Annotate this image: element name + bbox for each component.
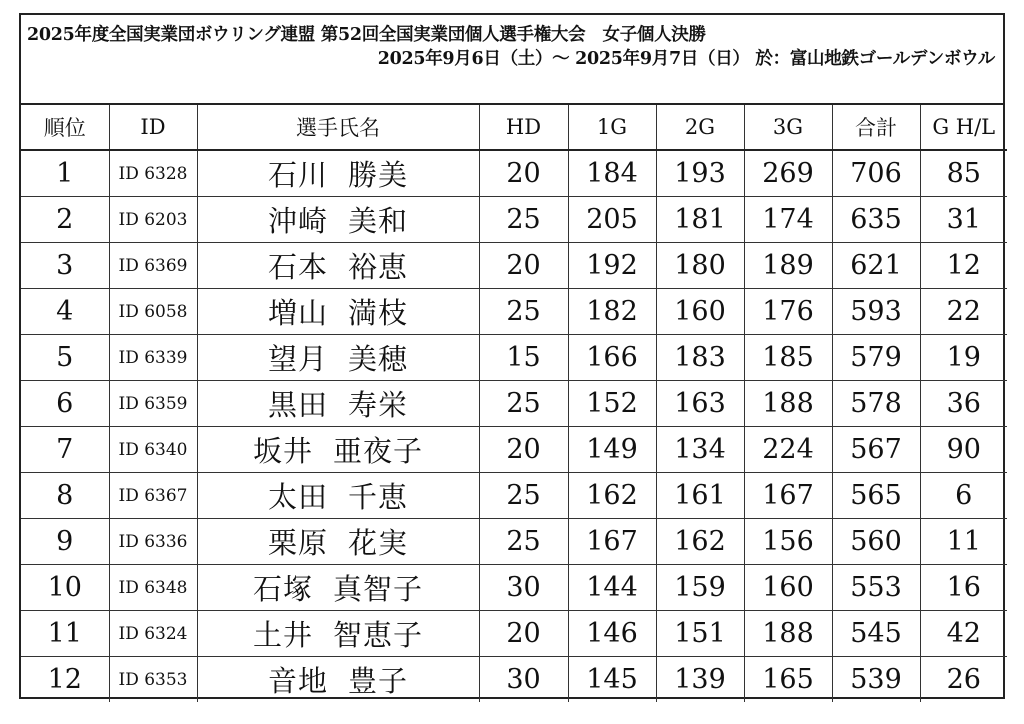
player-name-cell: [197, 519, 479, 565]
rank-cell: 12: [21, 657, 109, 703]
game-high-low-cell: 22: [920, 289, 1007, 335]
rank-cell: 11: [21, 611, 109, 657]
player-id-cell: ID 6359: [109, 381, 197, 427]
game3-cell: 167: [744, 473, 832, 519]
table-row: [21, 150, 1007, 197]
rank-cell: 10: [21, 565, 109, 611]
total-cell: 706: [832, 150, 920, 197]
family-name: 増山: [267, 296, 328, 330]
given-name: 美和: [348, 204, 409, 238]
player-name-cell: [197, 657, 479, 703]
given-name: 寿栄: [348, 388, 409, 422]
game3-cell: 185: [744, 335, 832, 381]
game1-cell: 167: [568, 519, 656, 565]
player-name-cell: [197, 335, 479, 381]
total-cell: 635: [832, 197, 920, 243]
given-name: 裕恵: [348, 250, 409, 284]
game3-cell: 269: [744, 150, 832, 197]
given-name: 花実: [348, 526, 409, 560]
table-row: [21, 381, 1007, 427]
game1-cell: 144: [568, 565, 656, 611]
game-high-low-cell: 85: [920, 150, 1007, 197]
game2-cell: 160: [656, 289, 744, 335]
family-name: 坂井: [252, 434, 313, 468]
player-id-cell: ID 6367: [109, 473, 197, 519]
handicap-cell: 30: [479, 565, 568, 611]
column-header-name: 選手氏名: [197, 105, 479, 150]
player-name-cell: [197, 197, 479, 243]
game3-cell: 174: [744, 197, 832, 243]
table-row: [21, 243, 1007, 289]
player-name-cell: [197, 381, 479, 427]
game1-cell: 205: [568, 197, 656, 243]
handicap-cell: 20: [479, 427, 568, 473]
game1-cell: 192: [568, 243, 656, 289]
player-name-cell: [197, 243, 479, 289]
game-high-low-cell: 12: [920, 243, 1007, 289]
total-cell: 579: [832, 335, 920, 381]
column-header-rank: 順位: [21, 105, 109, 150]
game2-cell: 181: [656, 197, 744, 243]
player-id-cell: ID 6058: [109, 289, 197, 335]
game2-cell: 151: [656, 611, 744, 657]
game3-cell: 189: [744, 243, 832, 289]
table-row: [21, 289, 1007, 335]
game2-cell: 163: [656, 381, 744, 427]
player-id-cell: ID 6324: [109, 611, 197, 657]
column-header-hd: HD: [479, 105, 568, 150]
family-name: 太田: [267, 480, 328, 514]
player-id-cell: ID 6353: [109, 657, 197, 703]
family-name: 石塚: [252, 572, 313, 606]
given-name: 千恵: [348, 480, 409, 514]
player-name-cell: [197, 427, 479, 473]
player-id-cell: ID 6328: [109, 150, 197, 197]
rank-cell: 3: [21, 243, 109, 289]
rank-cell: 2: [21, 197, 109, 243]
handicap-cell: 25: [479, 519, 568, 565]
rank-cell: 7: [21, 427, 109, 473]
total-cell: 567: [832, 427, 920, 473]
handicap-cell: 20: [479, 611, 568, 657]
handicap-cell: 25: [479, 473, 568, 519]
game1-cell: 162: [568, 473, 656, 519]
game2-cell: 183: [656, 335, 744, 381]
family-name: 石本: [267, 250, 328, 284]
handicap-cell: 25: [479, 197, 568, 243]
player-name-cell: [197, 565, 479, 611]
game2-cell: 180: [656, 243, 744, 289]
player-id-cell: ID 6369: [109, 243, 197, 289]
handicap-cell: 20: [479, 243, 568, 289]
game2-cell: 161: [656, 473, 744, 519]
given-name: 勝美: [348, 158, 409, 192]
total-cell: 539: [832, 657, 920, 703]
table-row: [21, 565, 1007, 611]
player-name-cell: [197, 289, 479, 335]
game3-cell: 188: [744, 381, 832, 427]
game1-cell: 184: [568, 150, 656, 197]
rank-cell: 5: [21, 335, 109, 381]
event-date-venue: 2025年9月6日（土）～ 2025年9月7日（日） 於：富山地鉄ゴールデンボウル: [377, 49, 995, 69]
player-id-cell: ID 6203: [109, 197, 197, 243]
family-name: 土井: [252, 618, 313, 652]
table-row: [21, 611, 1007, 657]
table-row: [21, 427, 1007, 473]
total-cell: 621: [832, 243, 920, 289]
player-id-cell: ID 6336: [109, 519, 197, 565]
family-name: 黒田: [267, 388, 328, 422]
total-cell: 545: [832, 611, 920, 657]
game-high-low-cell: 11: [920, 519, 1007, 565]
game1-cell: 145: [568, 657, 656, 703]
game3-cell: 156: [744, 519, 832, 565]
game-high-low-cell: 36: [920, 381, 1007, 427]
handicap-cell: 30: [479, 657, 568, 703]
game2-cell: 159: [656, 565, 744, 611]
game1-cell: 152: [568, 381, 656, 427]
table-row: [21, 197, 1007, 243]
game3-cell: 160: [744, 565, 832, 611]
given-name: 豊子: [348, 664, 409, 698]
results-table: [21, 105, 1007, 702]
player-id-cell: ID 6348: [109, 565, 197, 611]
game2-cell: 162: [656, 519, 744, 565]
player-id-cell: ID 6339: [109, 335, 197, 381]
given-name: 満枝: [348, 296, 409, 330]
table-row: [21, 519, 1007, 565]
column-header-id: ID: [109, 105, 197, 150]
game1-cell: 182: [568, 289, 656, 335]
family-name: 望月: [267, 342, 328, 376]
column-header-ghl: G H/L: [920, 105, 1007, 150]
rank-cell: 6: [21, 381, 109, 427]
rank-cell: 8: [21, 473, 109, 519]
family-name: 音地: [267, 664, 328, 698]
game2-cell: 193: [656, 150, 744, 197]
given-name: 亜夜子: [333, 434, 424, 468]
game-high-low-cell: 16: [920, 565, 1007, 611]
game1-cell: 149: [568, 427, 656, 473]
column-header-2g: 2G: [656, 105, 744, 150]
game1-cell: 166: [568, 335, 656, 381]
given-name: 智恵子: [333, 618, 424, 652]
handicap-cell: 25: [479, 381, 568, 427]
column-header-3g: 3G: [744, 105, 832, 150]
column-header-1g: 1G: [568, 105, 656, 150]
game1-cell: 146: [568, 611, 656, 657]
rank-cell: 9: [21, 519, 109, 565]
table-header-row: [21, 105, 1007, 150]
game3-cell: 165: [744, 657, 832, 703]
game2-cell: 139: [656, 657, 744, 703]
game-high-low-cell: 6: [920, 473, 1007, 519]
game-high-low-cell: 90: [920, 427, 1007, 473]
game3-cell: 176: [744, 289, 832, 335]
header: [21, 15, 1003, 105]
player-name-cell: [197, 473, 479, 519]
rank-cell: 1: [21, 150, 109, 197]
results-sheet: [19, 13, 1005, 699]
family-name: 沖崎: [267, 204, 328, 238]
given-name: 真智子: [333, 572, 424, 606]
table-row: [21, 335, 1007, 381]
page-title: 2025年度全国実業団ボウリング連盟 第52回全国実業団個人選手権大会 女子個人決勝: [27, 25, 706, 45]
game-high-low-cell: 42: [920, 611, 1007, 657]
table-row: [21, 473, 1007, 519]
player-name-cell: [197, 611, 479, 657]
total-cell: 593: [832, 289, 920, 335]
handicap-cell: 15: [479, 335, 568, 381]
player-name-cell: [197, 150, 479, 197]
handicap-cell: 20: [479, 150, 568, 197]
total-cell: 578: [832, 381, 920, 427]
total-cell: 565: [832, 473, 920, 519]
given-name: 美穂: [348, 342, 409, 376]
family-name: 石川: [267, 158, 328, 192]
game2-cell: 134: [656, 427, 744, 473]
game3-cell: 188: [744, 611, 832, 657]
game-high-low-cell: 31: [920, 197, 1007, 243]
table-row: [21, 657, 1007, 703]
game-high-low-cell: 19: [920, 335, 1007, 381]
game3-cell: 224: [744, 427, 832, 473]
game-high-low-cell: 26: [920, 657, 1007, 703]
column-header-total: 合計: [832, 105, 920, 150]
player-id-cell: ID 6340: [109, 427, 197, 473]
handicap-cell: 25: [479, 289, 568, 335]
rank-cell: 4: [21, 289, 109, 335]
total-cell: 553: [832, 565, 920, 611]
results-body: [21, 150, 1007, 702]
total-cell: 560: [832, 519, 920, 565]
family-name: 栗原: [267, 526, 328, 560]
